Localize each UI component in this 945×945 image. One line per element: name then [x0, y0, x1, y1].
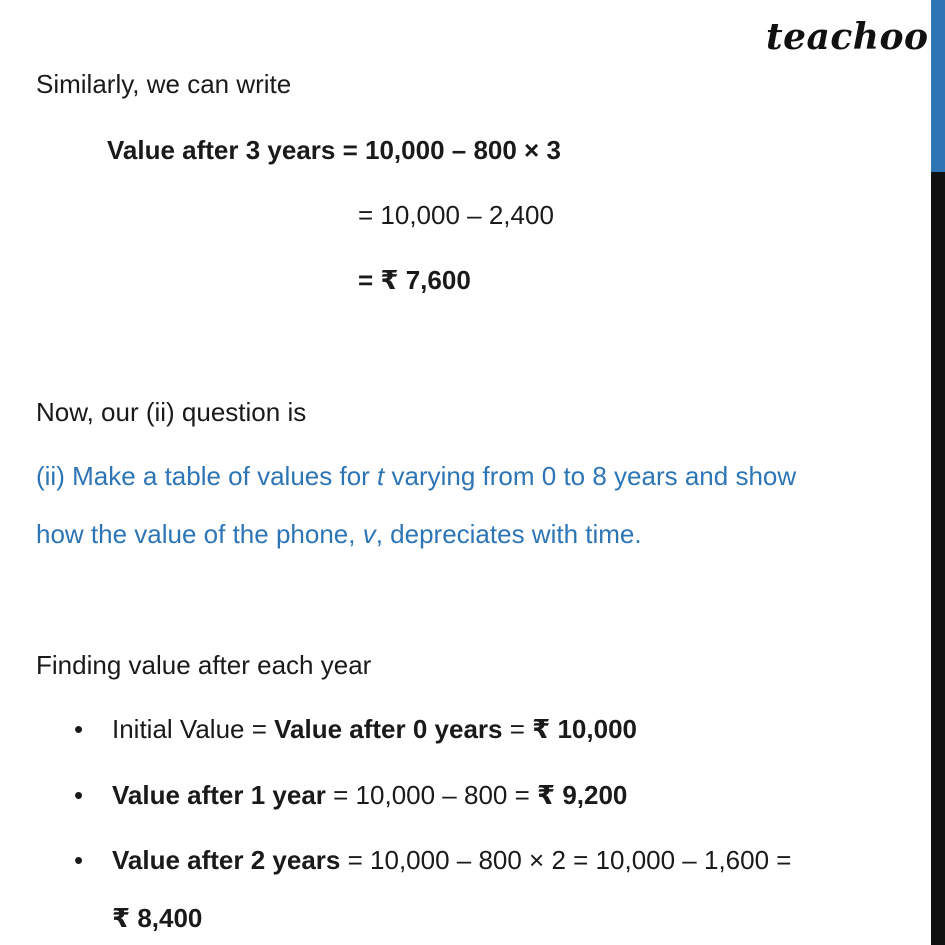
bullet-item: Value after 2 years = 10,000 – 800 × 2 = 10,000 – 1,600 = — [112, 845, 792, 875]
question-intro: Now, our (ii) question is — [36, 397, 307, 427]
equation-result: = ₹ 7,600 — [358, 265, 471, 295]
bullet-item-continued: ₹ 8,400 — [112, 903, 203, 933]
teachoo-logo: teachoo — [766, 16, 929, 58]
bullet-item: Initial Value = Value after 0 years = ₹ 10,000 — [112, 714, 637, 744]
side-bar-accent — [931, 0, 945, 172]
intro-text: Similarly, we can write — [36, 69, 292, 99]
bullet-glyph: • — [74, 780, 84, 810]
equation-lhs: Value after 3 years = 10,000 – 800 × 3 — [107, 135, 561, 165]
question-line-1: (ii) Make a table of values for t varying from 0 to 8 years and show — [36, 461, 797, 491]
bullet-glyph: • — [74, 845, 84, 875]
bullet-glyph: • — [74, 714, 84, 744]
finding-heading: Finding value after each year — [36, 650, 372, 680]
equation-step: = 10,000 – 2,400 — [358, 200, 554, 230]
bullet-item: Value after 1 year = 10,000 – 800 = ₹ 9,200 — [112, 780, 628, 810]
question-line-2: how the value of the phone, v, depreciates with time. — [36, 519, 642, 549]
